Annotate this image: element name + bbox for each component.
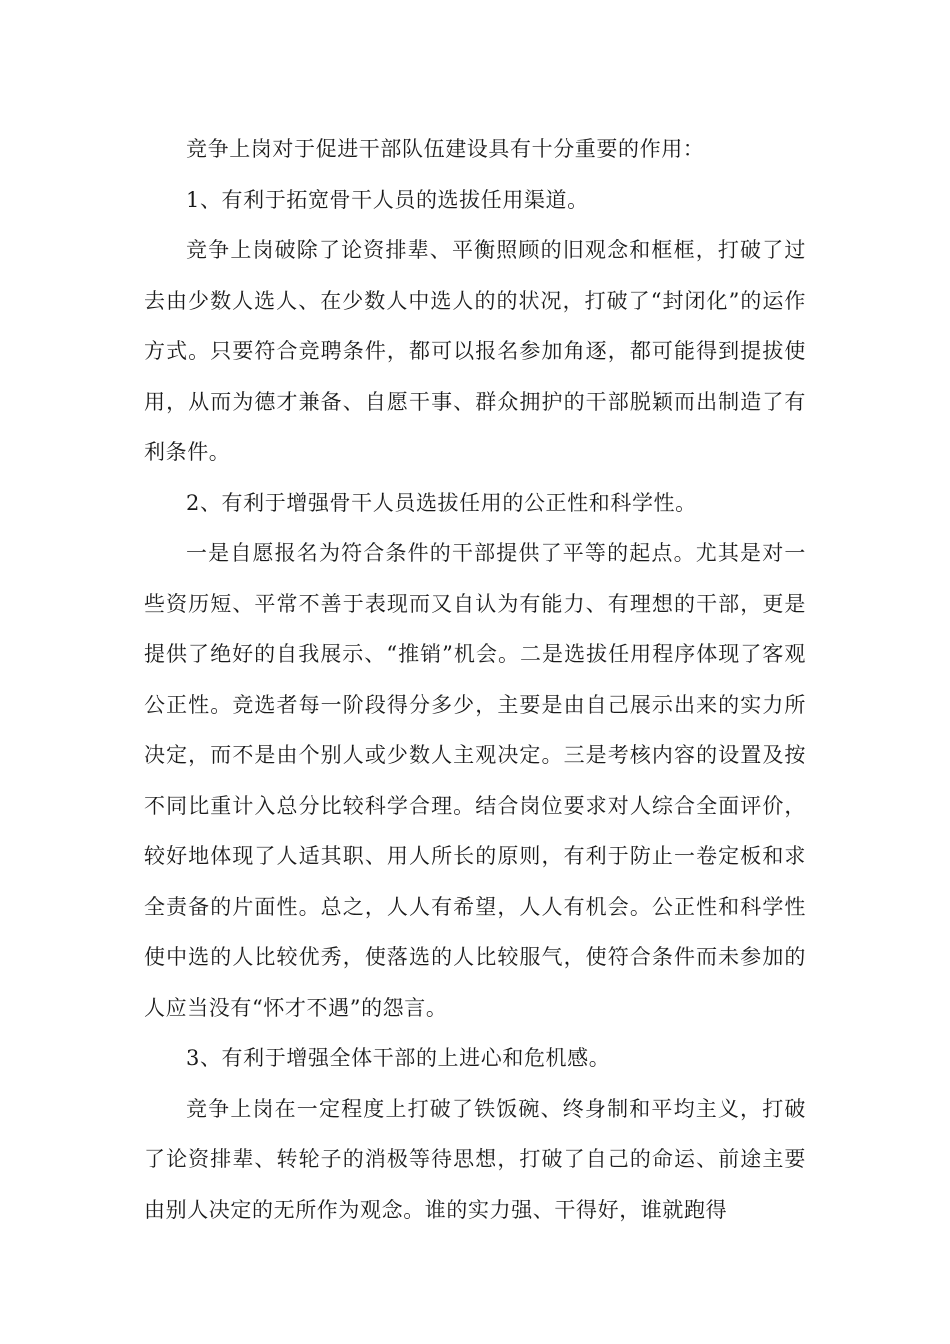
- document-body: [144, 124, 806, 1235]
- point-1-body: 竞争上岗破除了论资排辈、平衡照顾的旧观念和框框，打破了过去由少数人选人、在少数人中选人的的状况，打破了“封闭化”的运作方式。只要符合竞聘条件，都可以报名参加角逐，都可能得到提拔使用，从而为德才兼备、自愿干事、群众拥护的干部脱颖而出制造了有利条件。: [144, 238, 806, 464]
- intro-paragraph: 竞争上岗对于促进干部队伍建设具有十分重要的作用：: [186, 137, 705, 161]
- point-3-body: 竞争上岗在一定程度上打破了铁饭碗、终身制和平均主义，打破了论资排辈、转轮子的消极等待思想，打破了自己的命运、前途主要由别人决定的无所作为观念。谁的实力强、干得好，谁就跑得: [144, 1096, 806, 1222]
- point-2-heading: 2、有利于增强骨干人员选拔任用的公正性和科学性。: [186, 490, 697, 515]
- point-1-heading: 1、有利于拓宽骨干人员的选拔任用渠道。: [186, 187, 589, 212]
- point-2-body: 一是自愿报名为符合条件的干部提供了平等的起点。尤其是对一些资历短、平常不善于表现而又自认为有能力、有理想的干部，更是提供了绝好的自我展示、“推销”机会。二是选拔任用程序体现了客观公正性。竞选者每一阶段得分多少，主要是由自己展示出来的实力所决定，而不是由个别人或少数人主观决定。三是考核内容的设置及按不同比重计入总分比较科学合理。结合岗位要求对人综合全面评价，较好地体现了人适其职、用人所长的原则，有利于防止一卷定板和求全责备的片面性。总之，人人有希望，人人有机会。公正性和科学性使中选的人比较优秀，使落选的人比较服气，使符合条件而未参加的人应当没有“怀才不遇”的怨言。: [144, 541, 806, 1020]
- point-3-heading: 3、有利于增强全体干部的上进心和危机感。: [186, 1046, 611, 1070]
